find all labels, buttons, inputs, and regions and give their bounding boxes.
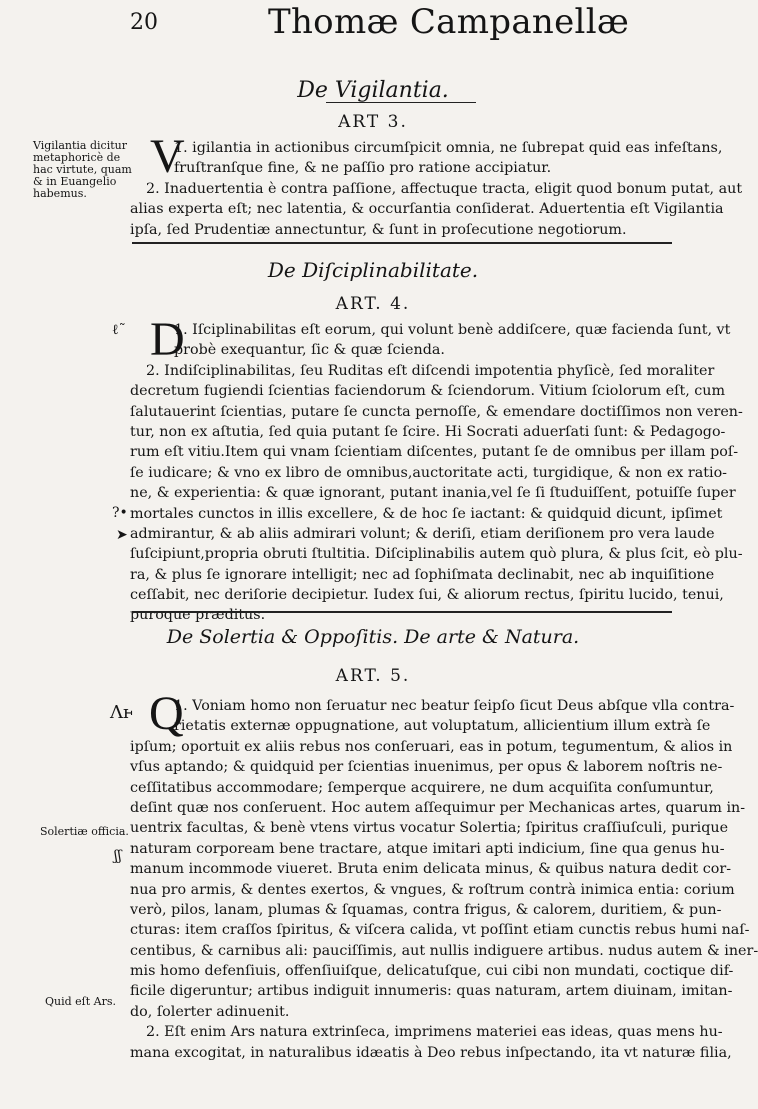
section-divider [132,611,672,613]
text-line: mortales cunctos in illis excellere, & de hoc ſe iactant: & quidquid dicunt, ipſimet [130,505,723,522]
text-line: ceſſabit, nec deriſorie decipietur. Iudex ſui, & aliorum rectus, ſpiritu lucido, tenui, [130,587,724,604]
text-line: ficile digeruntur; artibus indiguit innumeris: quas naturam, artem diuinam, imitan- [130,983,733,1000]
art-heading-3: ART 3. [338,112,408,132]
text-line: rum eſt vitiu.Item qui vnam ſcientiam diſcentes, putant ſe de omnibus per illam poſ- [130,444,739,461]
text-line: 1. Voniam homo non ſeruatur nec beatur ſeipſo ſicut Deus abſque vlla contra- [174,698,735,714]
paragraph-disciplinabilitate [130,320,743,626]
text-line: ceſſitatibus accommodare; ſemperque acquirere, ne dum acquiſita conſumuntur, [130,779,714,796]
margin-note-line: habemus. [33,187,87,200]
text-line: vſus aptando; & quidquid per ſcientias inuenimus, per opus & laborem noſtris ne- [130,759,723,776]
drop-capital: D [150,313,185,366]
section-title-disciplinabilitate: De Diſciplinabilitate. [267,258,479,282]
text-line: ra, & plus ſe ignorare intelligit; nec ad ſophiſmata declinabit, nec ab inquiſitione [130,566,715,583]
margin-note-line: hac virtute, quam [33,163,132,176]
section-title-vigilantia: De Vigilantia. [297,78,449,103]
manuscript-mark: ℓ˜ [112,322,126,338]
margin-note-line: Vigilantia dicitur [33,139,127,152]
paragraph-vigilantia [130,138,743,240]
art-heading-5: ART. 5. [335,666,411,686]
manuscript-mark: ➤ [116,527,128,543]
art-heading-4: ART. 4. [335,294,411,314]
text-line: manum incommode viueret. Bruta enim delicata minus, & quibus natura dedit cor- [130,861,732,878]
page-number: 20 [130,10,158,35]
section-title-solertia: De Solertia & Oppoſitis. De arte & Natura. [166,626,580,648]
title-underline [326,102,476,103]
text-line: deſint quæ nos conſeruent. Hoc autem aſſequimur per Mechanicas artes, quarum in- [130,799,746,816]
text-line: rietatis externæ oppugnatione, aut voluptatum, allicientium illum extrà ſe [174,718,711,735]
text-line: nua pro armis, & dentes exertos, & vngues, & roſtrum contrà inimica entia: corium [130,881,735,898]
margin-note-line: metaphoricè de [33,151,121,164]
text-line: alias experta eſt; nec latentia, & occurſantia conſiderat. Aduertentia eſt Vigilantia [130,201,724,218]
text-line: do, ſolerter adinuenit. [130,1003,290,1020]
margin-note-ars: Quid eſt Ars. [45,995,117,1008]
margin-note-vigilantia [33,140,132,200]
running-title: Thomæ Campanellæ [268,2,630,42]
text-line: 1. Iſciplinabilitas eſt eorum, qui volunt benè addiſcere, quæ facienda ſunt, vt [174,322,731,338]
manuscript-mark: Ʌⱶ [110,702,134,723]
text-line: puroque præditus. [130,607,266,624]
text-line: verò, pilos, lanam, plumas & ſquamas, contra frigus, & calorem, duritiem, & pun- [130,901,722,918]
text-line: ſuſcipiunt,propria obruti ſtultitia. Diſciplinabilis autem quò plura, & plus ſcit, eò plu- [130,546,743,563]
text-line: 2. Eſt enim Ars natura extrinſeca, imprimens materiei eas ideas, quas mens hu- [146,1024,723,1041]
text-line: uentrix facultas, & benè vtens virtus vocatur Solertia; ſpiritus craſſiuſculi, purique [130,820,729,837]
text-line: mis homo defenſiuis, offenſiuiſque, delicatuſque, cui cibi non mundati, coctique dif- [130,963,734,980]
text-line: ne, & experientia: & quæ ignorant, putant inania,vel ſe ſi ſtuduiſſent, potuiſſe ſuper [130,485,736,502]
text-line: naturam corpoream bene tractare, atque imitari apti indicium, ſine qua genus hu- [130,840,725,857]
drop-capital: V [150,130,185,183]
text-line: ipſa, ſed Prudentiæ annectuntur, & ſunt in proſecutione negotiorum. [130,221,627,238]
section-divider [132,242,672,244]
text-line: tur, non ex aſtutia, ſed quia putant ſe ſcire. Hi Socrati aduerſati ſunt: & Pedagogo- [130,423,726,440]
text-line: probè exequantur, ſic & quæ ſcienda. [174,342,445,359]
text-line: 1. igilantia in actionibus circumſpicit omnia, ne ſubrepat quid eas infeſtans, [174,140,723,156]
text-line: 2. Indiſciplinabilitas, ſeu Ruditas eſt diſcendi impotentia phyſicè, ſed moraliter [146,362,715,379]
margin-note-solertia: Solertiæ officia. [40,825,129,838]
paragraph-solertia [130,696,758,1063]
text-line: mana excogitat, in naturalibus idæatis à Deo rebus inſpectando, ita vt naturæ filia, [130,1044,732,1061]
text-line: cturas: item craſſos ſpiritus, & viſcera calida, vt poſſint etiam cunctis rebus humi naſ- [130,922,750,939]
manuscript-mark: ʃʃ [114,848,122,864]
text-line: admirantur, & ab aliis admirari volunt; & deriſi, etiam deriſionem pro vera laude [130,525,715,542]
text-line: fruſtranſque fine, & ne paſſio pro ratione accipiatur. [174,160,552,177]
text-line: 2. Inaduertentia è contra paſſione, affectuque tracta, eligit quod bonum putat, aut [146,180,743,197]
text-line: decretum fugiendi ſcientias faciendorum & ſciendorum. Vitium ſciolorum eſt, cum [130,383,726,400]
margin-note-line: & in Euangelio [33,175,117,188]
drop-capital: Q [149,687,184,740]
manuscript-mark: ?• [112,505,128,521]
text-line: ſalutauerint ſcientias, putare ſe cuncta pernoſſe, & emendare doctiſſimos non veren- [130,403,743,420]
text-line: ſe iudicare; & vno ex libro de omnibus,auctoritate acti, turgidique, & non ex ratio- [130,464,728,481]
text-line: ipſum; oportuit ex aliis rebus nos conſeruari, eas in potum, tegumentum, & alios in [130,738,733,755]
text-line: centibus, & carnibus ali: pauciſſimis, aut nullis indiguere artibus. nudus autem & iner- [130,942,758,959]
